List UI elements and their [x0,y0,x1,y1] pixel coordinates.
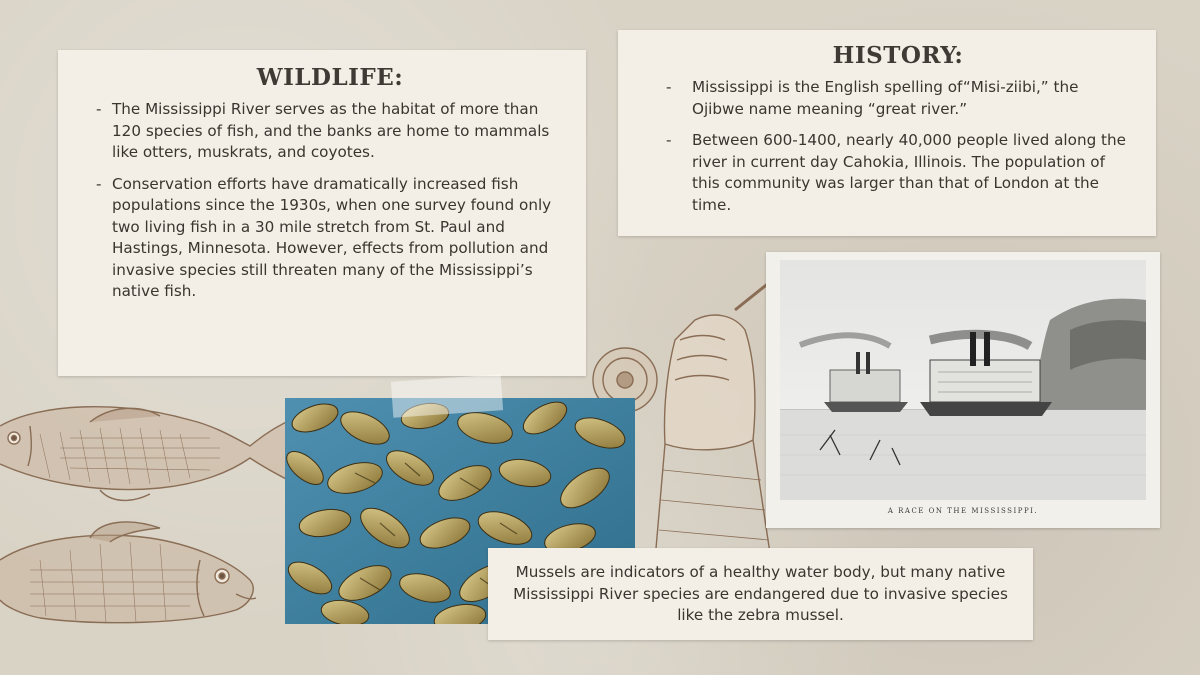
steamboat-race-print [766,252,1160,528]
history-bullet [666,77,1130,120]
tape-strip [391,374,503,418]
history-bullet [666,130,1130,216]
fish-illustration [0,398,300,508]
history-card [618,30,1156,236]
wildlife-bullet [98,174,562,303]
wildlife-heading: WILDLIFE: [256,64,404,91]
wildlife-bullet-list [98,99,562,303]
wildlife-bullet-text: The Mississippi River serves as the habitat of more than 120 species of fish, and the banks are home to mammals like otters, muskrats, and coyotes. [112,100,550,161]
history-heading: HISTORY: [832,42,964,69]
bullet-dash: - [666,78,672,96]
wildlife-card [58,50,586,376]
steamboat-scene [780,260,1146,500]
bullet-dash: - [666,131,672,149]
bullet-dash: - [96,174,102,193]
history-bullet-text: Between 600-1400, nearly 40,000 people lived along the river in current day Cahokia, Illinois. The population of this community was larger than that of London at the time. [692,131,1126,214]
fish-illustration [0,520,260,630]
bullet-dash: - [96,100,102,118]
history-bullet-text: Mississippi is the English spelling of“Misi-ziibi,” the Ojibwe name meaning “great river.” [692,78,1079,118]
history-bullet-list [666,77,1130,216]
mussels-caption: Mussels are indicators of a healthy water body, but many native Mississippi River species are endangered due to invasive species like the zebra mussel. [488,548,1033,640]
wildlife-bullet-text: Conservation efforts have dramatically increased fish populations since the 1930s, when one survey found only two living fish in a 30 mile stretch from St. Paul and Hastings, Minnesota. However, effects from pollution and invasive species still threaten many of the Mississippi’s native fish. [112,174,552,300]
print-title: A RACE ON THE MISSISSIPPI. [887,507,1039,515]
wildlife-bullet [98,99,562,164]
